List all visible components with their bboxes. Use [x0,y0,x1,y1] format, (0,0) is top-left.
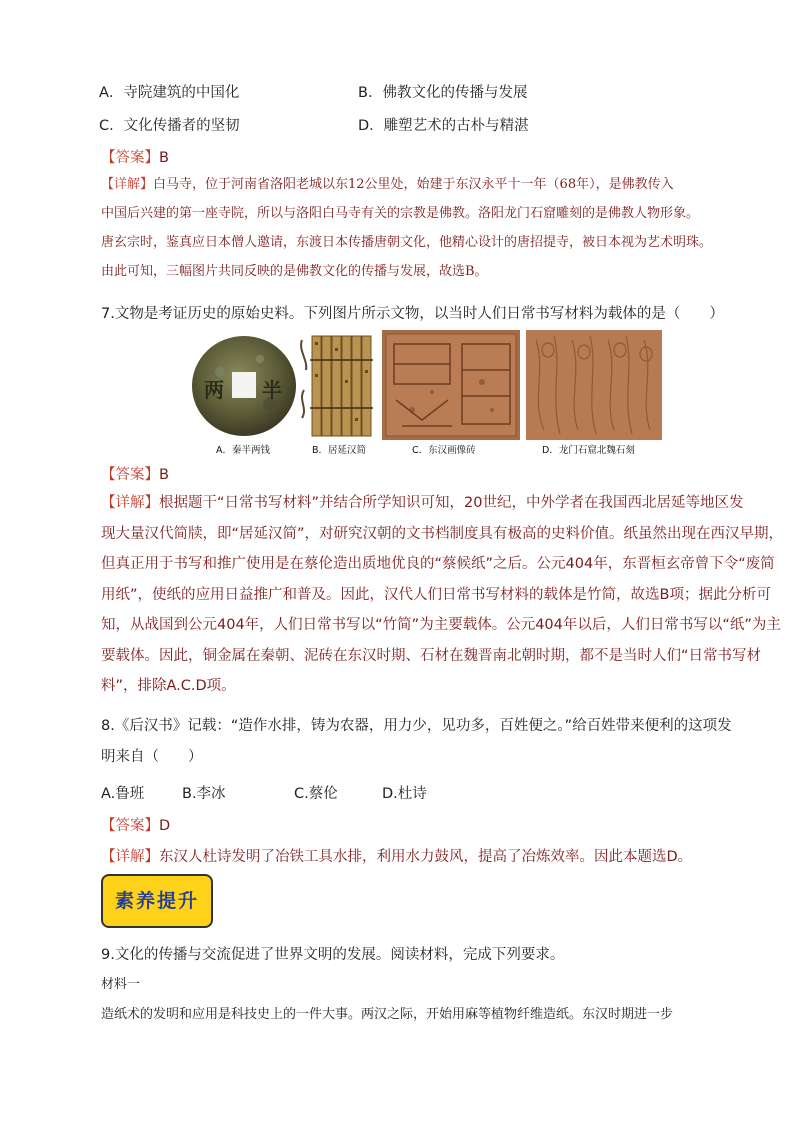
q7-detail [101,488,784,702]
q6-option-a: A．寺院建筑的中国化 [99,85,240,101]
pic-label-c: C．东汉画像砖 [412,445,476,456]
coin-icon [190,334,298,438]
pic-label-b: B．居延汉简 [312,445,367,456]
q8-detail-text: 东汉人杜诗发明了冶铁工具水排，利用水力鼓风，提高了冶炼效率。因此本题选D。 [159,849,693,865]
q8-answer [101,814,170,835]
q9-material-title: 材料一 [101,977,141,992]
section-badge: 素养提升 [101,874,213,928]
answer-value: B [159,467,169,483]
q8-detail [101,845,692,866]
answer-value: D [159,818,171,834]
q7-stem: 7.文物是考证历史的原始史料。下列图片所示文物，以当时人们日常书写材料为载体的是（ ） [101,306,724,322]
q9-material-line: 造纸术的发明和应用是科技史上的一件大事。两汉之际，开始用麻等植物纤维造纸。东汉时期进一步 [101,1007,674,1022]
answer-value: B [159,150,169,166]
pic-label-d: D．龙门石窟北魏石刻 [542,445,635,456]
brick-icon [382,330,520,440]
q7-detail-line-6: 要载体。因此，铜金属在秦朝、泥砖在东汉时期、石材在魏晋南北朝时期，都不是当时人们“日常书写材 [101,647,762,664]
q7-picture-strip [190,330,662,456]
q7-detail-line-1: 根据题干“日常书写材料”并结合所学知识可知，20世纪，中外学者在我国西北居延等地区发 [159,495,744,511]
q8-option-a: A.鲁班 [101,786,145,802]
answer-tag: 【答案】 [101,150,159,166]
q6-answer [101,146,169,167]
q6-detail [101,170,741,286]
detail-tag: 【详解】 [101,849,159,865]
q8-option-c: C.蔡伦 [294,786,338,802]
q6-option-b: B．佛教文化的传播与发展 [358,85,528,101]
q7-detail-line-5: 知，从战国到公元404年，人们日常书写以“竹简”为主要载体。公元404年以后，人们日常书写以“纸”为主 [101,617,781,633]
q7-detail-line-3: 但真正用于书写和推广使用是在蔡伦造出质地优良的“蔡候纸”之后。公元404年，东晋桓玄帝曾下令“废简 [101,556,775,572]
detail-tag: 【详解】 [101,495,159,511]
q6-detail-line-1: 白马寺，位于河南省洛阳老城以东12公里处，始建于东汉永平十一年（68年），是佛教传入 [153,177,674,192]
coin-char-left: 两 [204,378,224,402]
q8-option-d: D.杜诗 [382,786,427,802]
q6-detail-line-3: 唐玄宗时，鉴真应日本僧人邀请，东渡日本传播唐朝文化，他精心设计的唐招提寺，被日本视为艺术明珠。 [101,235,713,250]
q9-stem: 9.文化的传播与交流促进了世界文明的发展。阅读材料，完成下列要求。 [101,947,565,963]
answer-tag: 【答案】 [101,818,159,834]
q7-detail-line-7: 料”，排除A.C.D项。 [101,678,236,694]
q6-option-c: C．文化传播者的坚韧 [99,118,240,134]
q7-detail-line-2: 现大量汉代简牍，即“居延汉简”，对研究汉朝的文书档制度具有极高的史料价值。纸虽然出现在西汉早期， [101,525,784,542]
q8-stem-line-2: 明来自（ ） [101,749,203,765]
coin-char-right: 半 [262,378,282,402]
q8-stem-line-1: 8.《后汉书》记载：“造作水排，铸为农器，用力少，见功多，百姓便之。”给百姓带来便利的这项发 [101,718,732,734]
q6-option-d: D．雕塑艺术的古朴与精湛 [358,118,529,134]
bamboo-slips-icon [298,330,378,440]
q7-detail-line-4: 用纸”，使纸的应用日益推广和普及。因此，汉代人们日常书写材料的载体是竹简，故选B项；据此分析可 [101,586,771,603]
q8-stem [101,711,761,773]
q8-option-b: B.李冰 [182,786,226,802]
stone-carving-icon [526,330,662,440]
q6-detail-line-2: 中国后兴建的第一座寺院，所以与洛阳白马寺有关的宗教是佛教。洛阳龙门石窟雕刻的是佛教人物形象。 [101,206,700,221]
answer-tag: 【答案】 [101,467,159,483]
detail-tag: 【详解】 [101,177,154,192]
q6-detail-line-4: 由此可知，三幅图片共同反映的是佛教文化的传播与发展，故选B。 [101,264,488,279]
q7-answer [101,463,169,484]
pic-label-a: A．秦半两钱 [216,445,270,456]
